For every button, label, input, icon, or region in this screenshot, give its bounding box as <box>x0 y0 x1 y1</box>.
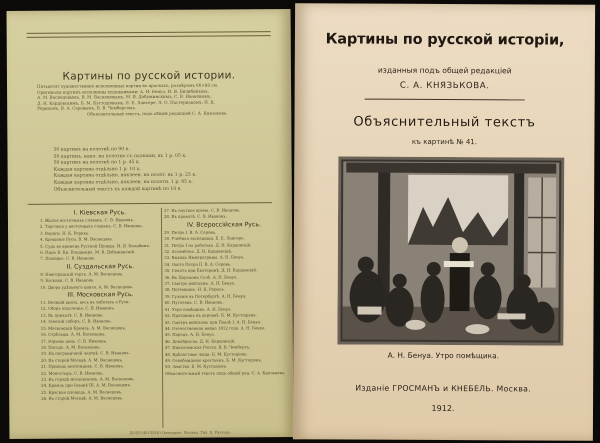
list-item: 2. Торговля у восточныхъ славянъ. С. В. Ивановъ. <box>39 223 143 230</box>
list-item: 23. Въ городѣ московскомъ. А. М. Васнецовъ. <box>41 376 135 382</box>
note-line: Д. Н. Кардовскимъ, Б. М. Кустодіевымъ, Е. Е. Лансере, Л. О. Пастернакомъ, Н. К. <box>37 99 215 106</box>
list-item: 34. Охота Петра II. В. А. Серовъ. <box>164 261 232 267</box>
list-item: 21. Приходъ иноземцевъ. С. В. Ивановъ. <box>40 363 125 369</box>
price-line: Каждая картина отдѣльно, наклеен. на полот. въ 1 р. 25 к. <box>53 173 197 180</box>
list-rule <box>28 202 272 205</box>
price-line: Каждая картина отдѣльно 1 р. 10 к. <box>53 166 141 173</box>
list-item: 40. Пугачевъ. С. В. Ивановъ. <box>164 299 224 306</box>
title-rule <box>365 99 525 101</box>
left-page <box>7 9 294 439</box>
list-item: 18. Посадъ. А. М. Васнецовъ. <box>40 344 101 350</box>
list-item: 9. Баскаки. С. В. Ивановъ. <box>40 277 95 284</box>
series-title: Картины по русской истории. <box>62 69 236 83</box>
list-item: Объяснительный текстъ подъ общей ред. С. А. Князькова. <box>165 369 286 376</box>
list-item: 27. Въ смутное время. С. В. Ивановъ. <box>163 207 241 213</box>
top-rule <box>27 31 271 34</box>
page-title: Картины по русской исторіи, <box>325 31 565 49</box>
list-item: 8. Новгородскій торгъ. А. М. Васнецовъ. <box>40 271 124 277</box>
note-line: Оригиналы картинъ исполнены художниками: А. Н. Бенуа, И. Я. Билибинымъ, <box>37 88 209 95</box>
column-divider <box>161 208 164 428</box>
list-item: 19. На пограничной черткѣ. С. В. Ивановъ. <box>40 350 130 357</box>
list-item: 22. Монастырь. С. В. Ивановъ. <box>41 369 104 376</box>
list-item: 46. Декабристы. Д. Н. Кардовскій. <box>164 338 236 344</box>
list-item: 33. Выходъ Императрицы. А. Н. Бенуа. <box>164 254 245 261</box>
list-item: 10. Дворъ удѣльнаго князя. А. М. Васнецовъ. <box>40 283 134 290</box>
list-item: 50. Земство. Б. М. Кустодіевъ. <box>164 363 228 370</box>
illustration-morning-landowner <box>337 156 564 345</box>
list-item: 5. Судъ во времена Русской Правды. И. Я. Билибинъ. <box>40 242 151 249</box>
list-item: 1. Жилье восточныхъ славянъ. С. В. Ивановъ. <box>39 217 135 223</box>
list-item: 49. Освобожденіе крестьянъ. Б. М. Кустодіевъ. <box>164 357 262 363</box>
list-item: 32. Ассамблея. Д. Н. Кардовскій. <box>164 248 233 254</box>
list-item: 11. Великій князь, весь въ заботахъ о Руси. <box>40 299 130 305</box>
top-rule-2 <box>27 35 271 38</box>
list-item: 25. Красная площадь. А. М. Васнецовъ. <box>41 388 123 395</box>
price-line: 50 картинъ на полотнѣ по 1 р. 45 к. <box>53 160 141 166</box>
list-item: 26. Въ старой Москвѣ. А. М. Васнецовъ. <box>41 395 124 401</box>
note-line: Объяснительный текстъ, подъ общей редакціей С. А. Князькова. <box>86 110 228 117</box>
censorship-note: ДОПОЗВОЛЕНО Цензурою. Москва. Тип. В. Рихтера. <box>129 430 232 436</box>
note-line: А. М. Васнецовымъ, В. М. Васнецовымъ, М. В. Добужинскимъ, С. В. Ивановымъ, <box>37 93 212 100</box>
list-item: 39. Гуляніе въ Петербургѣ. А. Н. Бенуа. <box>164 293 247 299</box>
list-item: 28. Въ приказѣ. С. В. Ивановъ. <box>163 213 227 220</box>
list-item: 7. Полюдье. С. В. Ивановъ. <box>40 255 96 262</box>
list-item: 44. Отечественная война 1812 года. А. Н. Бенуа. <box>164 325 266 331</box>
right-page <box>293 3 595 441</box>
list-item: 20. Въ старой Москвѣ. А. М. Васнецовъ. <box>40 356 124 363</box>
list-item: 3. Варяги. Н. К. Рерихъ. <box>40 230 90 236</box>
list-item: 29. Петръ I. В. А. Серовъ. <box>164 229 217 235</box>
price-line: 50 картинъ на полотнѣ по 90 к. <box>53 147 130 153</box>
list-item: 17. Юрьевъ день. С. В. Ивановъ. <box>40 337 108 344</box>
section-heading: IV. Всероссійская Русь. <box>187 221 261 229</box>
series-notes <box>37 82 277 117</box>
list-item: 15. Московскій Кремль. А. М. Васнецовъ. <box>40 324 127 331</box>
note-line: Рерихомъ, В. А. Серовымъ, В. В. Чемберсомъ. <box>37 105 137 112</box>
list-item: 13. Въ приказѣ. С. В. Ивановъ. <box>40 312 104 318</box>
price-line: Объяснительный текстъ къ каждой картинѣ по 10 к. <box>53 186 182 193</box>
list-item: 43. Смотръ войскамъ при Павлѣ I. А. Н. Бенуа. <box>164 318 262 325</box>
publisher-line: Изданіе ГРОСМАНЪ и КНЕБЕЛЬ. Москва. <box>355 383 532 394</box>
section-heading: Объяснительный текстъ <box>353 114 536 131</box>
publication-year: 1912. <box>431 403 455 414</box>
price-list <box>53 146 251 194</box>
note-line: Пятьдесят художественно исполненных картин въ краскахъ, размѣромъ 66×88 см. <box>37 82 219 89</box>
list-item: 48. Крѣпостные люди. Б. М. Кустодіевъ. <box>164 350 248 357</box>
illustration-caption: А. Н. Бенуа. Утро помѣщика. <box>387 350 500 361</box>
list-item: 41. Утро помѣщика. А. Н. Бенуа. <box>164 306 232 312</box>
picture-list-column-2 <box>164 207 285 377</box>
section-heading: III. Московская Русь. <box>67 291 134 299</box>
list-item: 35. Сенатъ при Екатеринѣ. Д. Н. Кардовскій. <box>164 267 258 274</box>
list-item: 6. Пиръ В. Кн. Владиміра. М. В. Добужинскій. <box>40 249 136 255</box>
list-item: 14. Земскій соборъ. С. В. Ивановъ. <box>40 318 112 325</box>
list-item: 47. Николаевская Россія. В. В. Чемберсъ. <box>164 344 251 351</box>
picture-number: къ картинѣ № 41. <box>411 137 478 147</box>
section-heading: II. Суздальская Русь. <box>66 262 135 271</box>
picture-list-column-1 <box>40 208 161 402</box>
list-item: 24. Кремль при Іоаннѣ III. А. М. Васнецовъ. <box>41 382 132 389</box>
list-item: 45. Парадъ. А. Н. Бенуа. <box>164 331 215 338</box>
price-line: 50 картинъ, накл. на полотно съ палками, въ 1 р. 05 к. <box>53 153 187 160</box>
subtitle: изданныя подъ общей редакціей <box>377 65 512 76</box>
list-item: 31. Петръ I на работахъ. Д. Н. Кардовскій. <box>164 241 252 248</box>
list-item: 37. Смотръ войскамъ. А. Н. Бенуа. <box>164 280 236 286</box>
list-item: 36. Въ Царскомъ Селѣ. А. Н. Бенуа. <box>164 274 238 280</box>
list-item: 16. Стрѣльцы. А. М. Васнецовъ. <box>40 331 106 337</box>
list-item: 30. Учебная экспедиція. Е. Е. Лансере. <box>164 235 245 242</box>
list-item: 42. Праздникъ въ деревнѣ. Б. М. Кустодіевъ. <box>164 312 257 318</box>
editor-name: С. А. КНЯЗЬКОВА. <box>399 80 490 92</box>
price-line: Каждая картина отдѣльно, наклеен. на полотн. 1 р. 85 к. <box>53 179 193 186</box>
list-item: 12. Сборъ ополченія. С. В. Ивановъ. <box>40 305 115 312</box>
list-item: 4. Крещеніе Руси. В. М. Васнецовъ. <box>40 236 114 242</box>
section-heading: I. Кіевская Русь. <box>73 209 127 217</box>
list-item: 38. Потемкинъ. Н. К. Рерихъ. <box>164 286 225 293</box>
